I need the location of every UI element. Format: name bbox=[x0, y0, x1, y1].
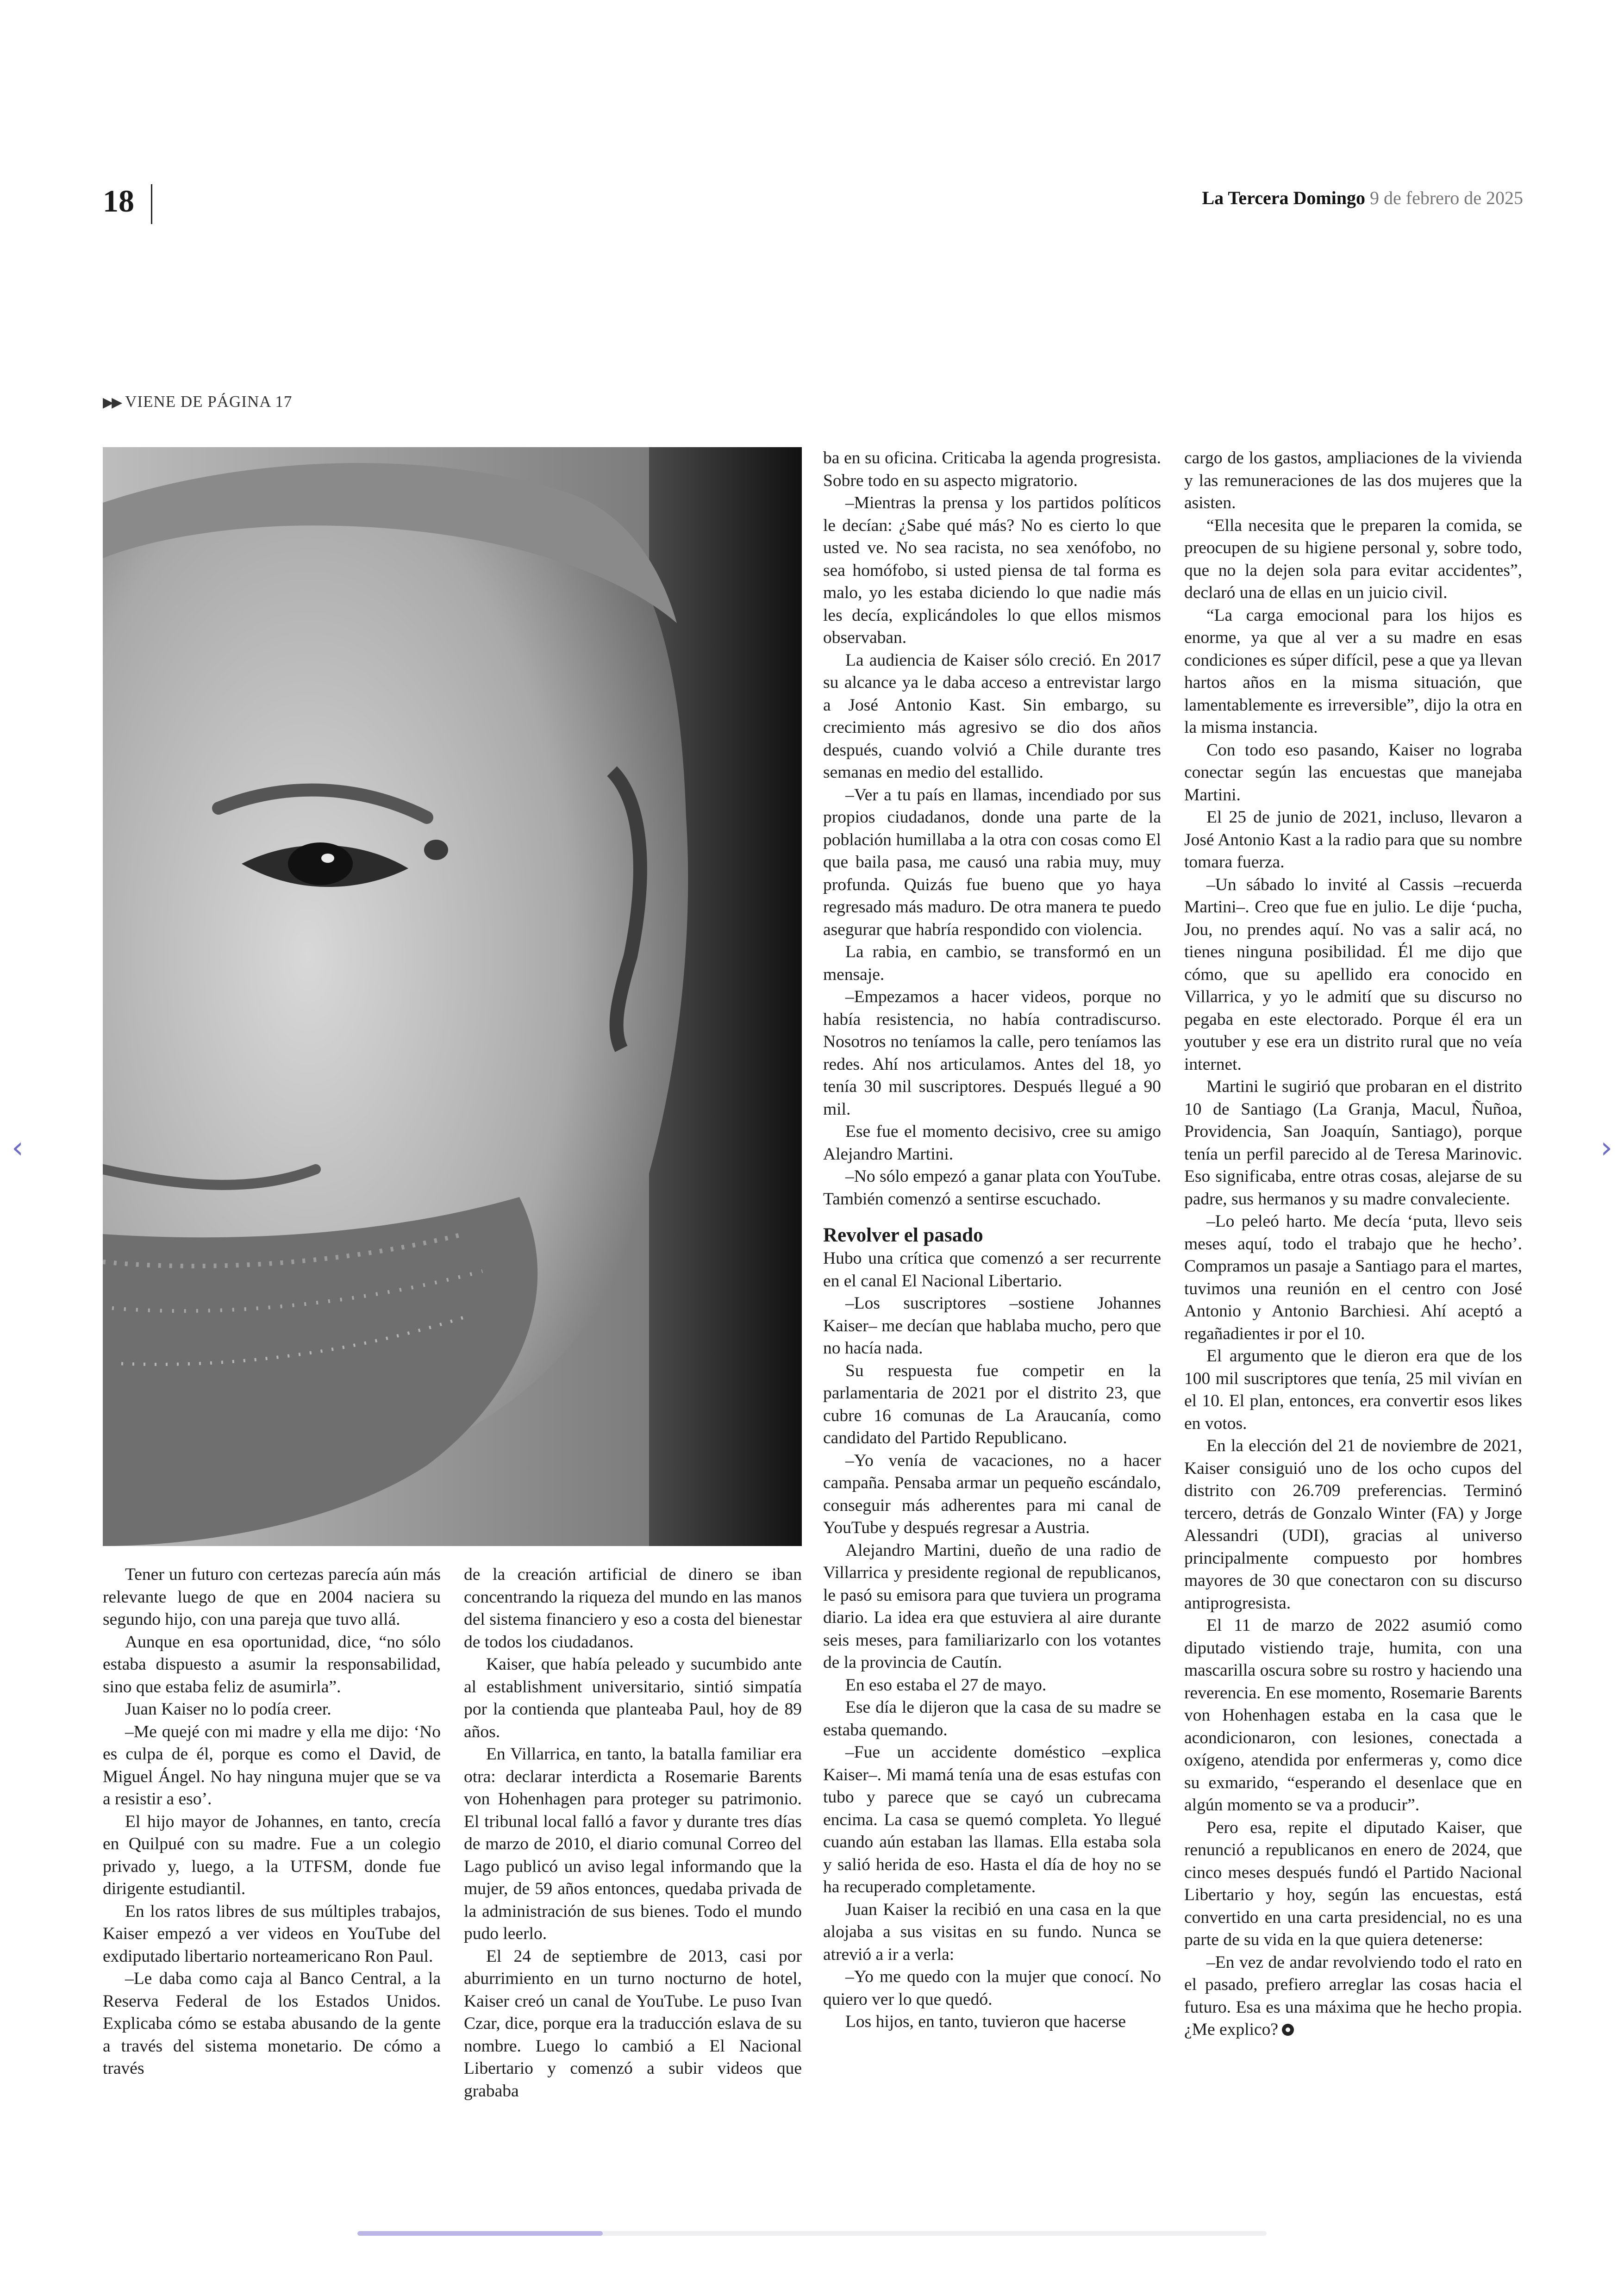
masthead bbox=[1202, 187, 1523, 209]
paragraph: –Mientras la prensa y los partidos políticos le decían: ¿Sabe qué más? No es cierto lo que usted ve. No sea racista, no sea xenófobo, no sea homófobo, si usted piensa de tal forma es malo, yo les estaba diciendo lo que nadie más les decía, explicándoles lo que ellos mismos observaban. bbox=[823, 493, 1161, 647]
paragraph: La audiencia de Kaiser sólo creció. En 2017 su alcance ya le daba acceso a entrevistar largo a José Antonio Kast. Sin embargo, su crecimiento más agresivo se dio dos años después, cuando volvió a Chile durante tres semanas en medio del estallido. bbox=[823, 650, 1161, 782]
paragraph: ba en su oficina. Criticaba la agenda progresista. Sobre todo en su aspecto migratorio. bbox=[823, 449, 1161, 490]
end-of-article-icon bbox=[1282, 2024, 1294, 2036]
publication-name: La Tercera Domingo bbox=[1202, 187, 1366, 208]
paragraph: Martini le sugirió que probaran en el distrito 10 de Santiago (La Granja, Macul, Ñuñoa, Providencia, San Joaquín, Santiago), porque tenía un perfil parecido al de Teresa Marinovic. Eso significaba, entre otras cosas, alejarse de su padre, sus hermanos y su madre convaleciente. bbox=[1184, 1077, 1522, 1209]
paragraph: –Lo peleó harto. Me decía ‘puta, llevo seis meses aquí, todo el trabajo que he hecho’. Compramos un pasaje a Santiago para el martes, tuvimos una reunión en el centro con José Antonio y Antonio Barchiesi. Ahí aceptó a regañadientes ir por el 10. bbox=[1184, 1212, 1522, 1343]
paragraph: de la creación artificial de dinero se iban concentrando la riqueza del mundo en las manos del sistema financiero y eso a costa del bienestar de todos los ciudadanos. bbox=[464, 1565, 802, 1652]
paragraph: El 11 de marzo de 2022 asumió como diputado vistiendo traje, humita, con una mascarilla oscura sobre su rostro y haciendo una reverencia. En ese momento, Rosemarie Barents von Hohenhagen estaba en la casa que le acondicionaron, con lesiones, conectada a oxígeno, atendida por enfermeras y, como dice su exmarido, “esperando el desenlace que en algún momento se va a producir”. bbox=[1184, 1616, 1522, 1815]
publication-date: 9 de febrero de 2025 bbox=[1370, 187, 1523, 208]
section-heading: Revolver el pasado bbox=[823, 1224, 983, 1246]
article-column-3 bbox=[823, 447, 1161, 2033]
paragraph: En Villarrica, en tanto, la batalla familiar era otra: declarar interdicta a Rosemarie Barents von Hohenhagen para proteger su patrimonio. El tribunal local falló a favor y durante tres días de marzo de 2010, el diario comunal Correo del Lago publicó un aviso legal informando que la mujer, de 59 años entonces, quedaba privada de la administración de sus bienes. Todo el mundo pudo leerlo. bbox=[464, 1745, 802, 1943]
paragraph: Tener un futuro con certezas parecía aún más relevante luego de que en 2004 naciera su segundo hijo, con una pareja que tuvo allá. bbox=[103, 1565, 441, 1629]
paragraph: –Empezamos a hacer videos, porque no había resistencia, no había contradiscurso. Nosotros no teníamos la calle, pero teníamos las redes. Ahí nos articulamos. Antes del 18, yo tenía 30 mil suscriptores. Después llegué a 90 mil. bbox=[823, 987, 1161, 1119]
paragraph: –Los suscriptores –sostiene Johannes Kaiser– me decían que hablaba mucho, pero que no hacía nada. bbox=[823, 1294, 1161, 1358]
paragraph: En la elección del 21 de noviembre de 2021, Kaiser consiguió uno de los ocho cupos del distrito con 26.709 preferencias. Terminó tercero, detrás de Gonzalo Winter (FA) y Jorge Alessandri (UDI), gracias al universo principalmente compuesto por hombres mayores de 30 que conectaron con su discurso antiprogresista. bbox=[1184, 1436, 1522, 1613]
paragraph: Alejandro Martini, dueño de una radio de Villarrica y presidente regional de republicanos, le pasó su emisora para que tuviera un programa diario. La idea era que estuviera al aire durante seis meses, para familiarizarlo con los votantes de la provincia de Cautín. bbox=[823, 1540, 1161, 1672]
paragraph: –Fue un accidente doméstico –explica Kaiser–. Mi mamá tenía una de esas estufas con tubo y parece que se cayó un cubrecama encima. La casa se quemó completa. Yo llegué cuando aún estaban las llamas. Ella estaba sola y salió herida de eso. Hasta el día de hoy no se ha recuperado completamente. bbox=[823, 1743, 1161, 1896]
paragraph: –Me quejé con mi madre y ella me dijo: ‘No es culpa de él, porque es como el David, de Miguel Ángel. No hay ninguna mujer que se va a resistir a eso’. bbox=[103, 1722, 441, 1809]
paragraph: Ese día le dijeron que la casa de su madre se estaba quemando. bbox=[823, 1698, 1161, 1740]
portrait-photo bbox=[103, 447, 802, 1546]
page-number: 18 bbox=[103, 183, 134, 218]
paragraph-text: –En vez de andar revolviendo todo el rato en el pasado, prefiero arreglar las cosas hacia el futuro. Esa es una máxima que he hecho propia. ¿Me explico? bbox=[1184, 1952, 1522, 2039]
paragraph: Con todo eso pasando, Kaiser no lograba conectar según las encuestas que manejaba Martini. bbox=[1184, 740, 1522, 804]
paragraph: Ese fue el momento decisivo, cree su amigo Alejandro Martini. bbox=[823, 1122, 1161, 1164]
article-column-2 bbox=[464, 1564, 802, 2102]
paragraph: El 25 de junio de 2021, incluso, llevaron a José Antonio Kast a la radio para que su nombre tomara fuerza. bbox=[1184, 808, 1522, 872]
continued-from-text: VIENE DE PÁGINA 17 bbox=[125, 393, 293, 411]
final-paragraph bbox=[1184, 1952, 1522, 2041]
paragraph: En los ratos libres de sus múltiples trabajos, Kaiser empezó a ver videos en YouTube del exdiputado libertario norteamericano Ron Paul. bbox=[103, 1902, 441, 1966]
paragraph: –Yo venía de vacaciones, no a hacer campaña. Pensaba armar un pequeño escándalo, conseguir más adherentes para mi canal de YouTube y después regresar a Austria. bbox=[823, 1451, 1161, 1537]
paragraph: –No sólo empezó a ganar plata con YouTube. También comenzó a sentirse escuchado. bbox=[823, 1167, 1161, 1209]
paragraph: En eso estaba el 27 de mayo. bbox=[845, 1675, 1047, 1695]
previous-page-button[interactable]: ‹ bbox=[12, 1131, 24, 1165]
article-column-1 bbox=[103, 1564, 441, 2080]
paragraph: “Ella necesita que le preparen la comida, se preocupen de su higiene personal y, sobre todo, que no la dejen sola para evitar accidentes”, declaró una de ellas en un juicio civil. bbox=[1184, 516, 1522, 602]
paragraph: Hubo una crítica que comenzó a ser recurrente en el canal El Nacional Libertario. bbox=[823, 1249, 1161, 1291]
paragraph: Aunque en esa oportunidad, dice, “no sólo estaba dispuesto a asumir la responsabilidad, sino que estaba feliz de asumirla”. bbox=[103, 1632, 441, 1696]
paragraph: El hijo mayor de Johannes, en tanto, crecía en Quilpué con su madre. Fue a un colegio privado y, luego, a la UTFSM, donde fue dirigente estudiantil. bbox=[103, 1812, 441, 1898]
portrait-illustration bbox=[103, 447, 802, 1546]
paragraph: Los hijos, en tanto, tuvieron que hacerse bbox=[845, 2012, 1126, 2031]
paragraph: Kaiser, que había peleado y sucumbido ante al establishment universitario, sintió simpatía por la contienda que planteaba Paul, hoy de 89 años. bbox=[464, 1655, 802, 1741]
paragraph: –Le daba como caja al Banco Central, a la Reserva Federal de los Estados Unidos. Explicaba cómo se estaba abusando de la gente a través del sistema monetario. De cómo a través bbox=[103, 1969, 441, 2078]
header-divider bbox=[151, 184, 152, 224]
paragraph: El argumento que le dieron era que de los 100 mil suscriptores que tenía, 25 mil vivían en el 10. El plan, entonces, era convertir esos likes en votos. bbox=[1184, 1347, 1522, 1433]
paragraph: –Un sábado lo invité al Cassis –recuerda Martini–. Creo que fue en julio. Le dije ‘pucha, Jou, no prendes aquí. No vas a salir acá, no tienes ninguna posibilidad. Él me dijo que cómo, que su apellido era conocido en Villarrica, y yo le admití que su discurso no pegaba en este electorado. Porque él era un youtuber y ese era un distrito rural que no veía internet. bbox=[1184, 875, 1522, 1074]
paragraph: “La carga emocional para los hijos es enorme, ya que al ver a su madre en esas condiciones es súper difícil, pese a que ya llevan hartos años en la misma situación, que lamentablemente es irreversible”, dijo la otra en la misma instancia. bbox=[1184, 605, 1522, 737]
paragraph: Pero esa, repite el diputado Kaiser, que renunció a republicanos en enero de 2024, que cinco meses después fundó el Partido Nacional Libertario y hoy, según las encuestas, está convertido en una carta presidencial, no es una parte de su vida en la que quiera detenerse: bbox=[1184, 1818, 1522, 1949]
fast-forward-icon: ▶▶ bbox=[103, 395, 121, 410]
next-page-button[interactable]: › bbox=[1600, 1131, 1612, 1165]
article-column-4 bbox=[1184, 447, 1522, 2041]
page-scrollbar-thumb[interactable] bbox=[357, 2231, 603, 2236]
paragraph: El 24 de septiembre de 2013, casi por aburrimiento en un turno nocturno de hotel, Kaiser creó un canal de YouTube. Le puso Ivan Czar, dice, porque era la traducción eslava de su nombre. Luego lo cambió a El Nacional Libertario y comenzó a subir videos que grababa bbox=[464, 1946, 802, 2101]
paragraph: –Yo me quedo con la mujer que conocí. No quiero ver lo que quedó. bbox=[823, 1967, 1161, 2009]
continued-from-label bbox=[103, 393, 292, 411]
paragraph: –Ver a tu país en llamas, incendiado por sus propios ciudadanos, donde una parte de la población humillaba a la otra con cosas como El que baila pasa, me causó una rabia muy, muy profunda. Quizás fue bueno que yo haya regresado más maduro. De otra manera te puedo asegurar que habría respondido con violencia. bbox=[823, 785, 1161, 939]
paragraph: Juan Kaiser la recibió en una casa en la que alojaba a sus visitas en su fundo. Nunca se atrevió a ir a verla: bbox=[823, 1900, 1161, 1964]
paragraph: cargo de los gastos, ampliaciones de la vivienda y las remuneraciones de las dos mujeres que la asisten. bbox=[1184, 449, 1522, 512]
paragraph: Su respuesta fue competir en la parlamentaria de 2021 por el distrito 23, que cubre 16 comunas de La Araucanía, como candidato del Partido Republicano. bbox=[823, 1361, 1161, 1447]
paragraph: La rabia, en cambio, se transformó en un mensaje. bbox=[823, 942, 1161, 984]
paragraph: Juan Kaiser no lo podía creer. bbox=[125, 1700, 331, 1719]
